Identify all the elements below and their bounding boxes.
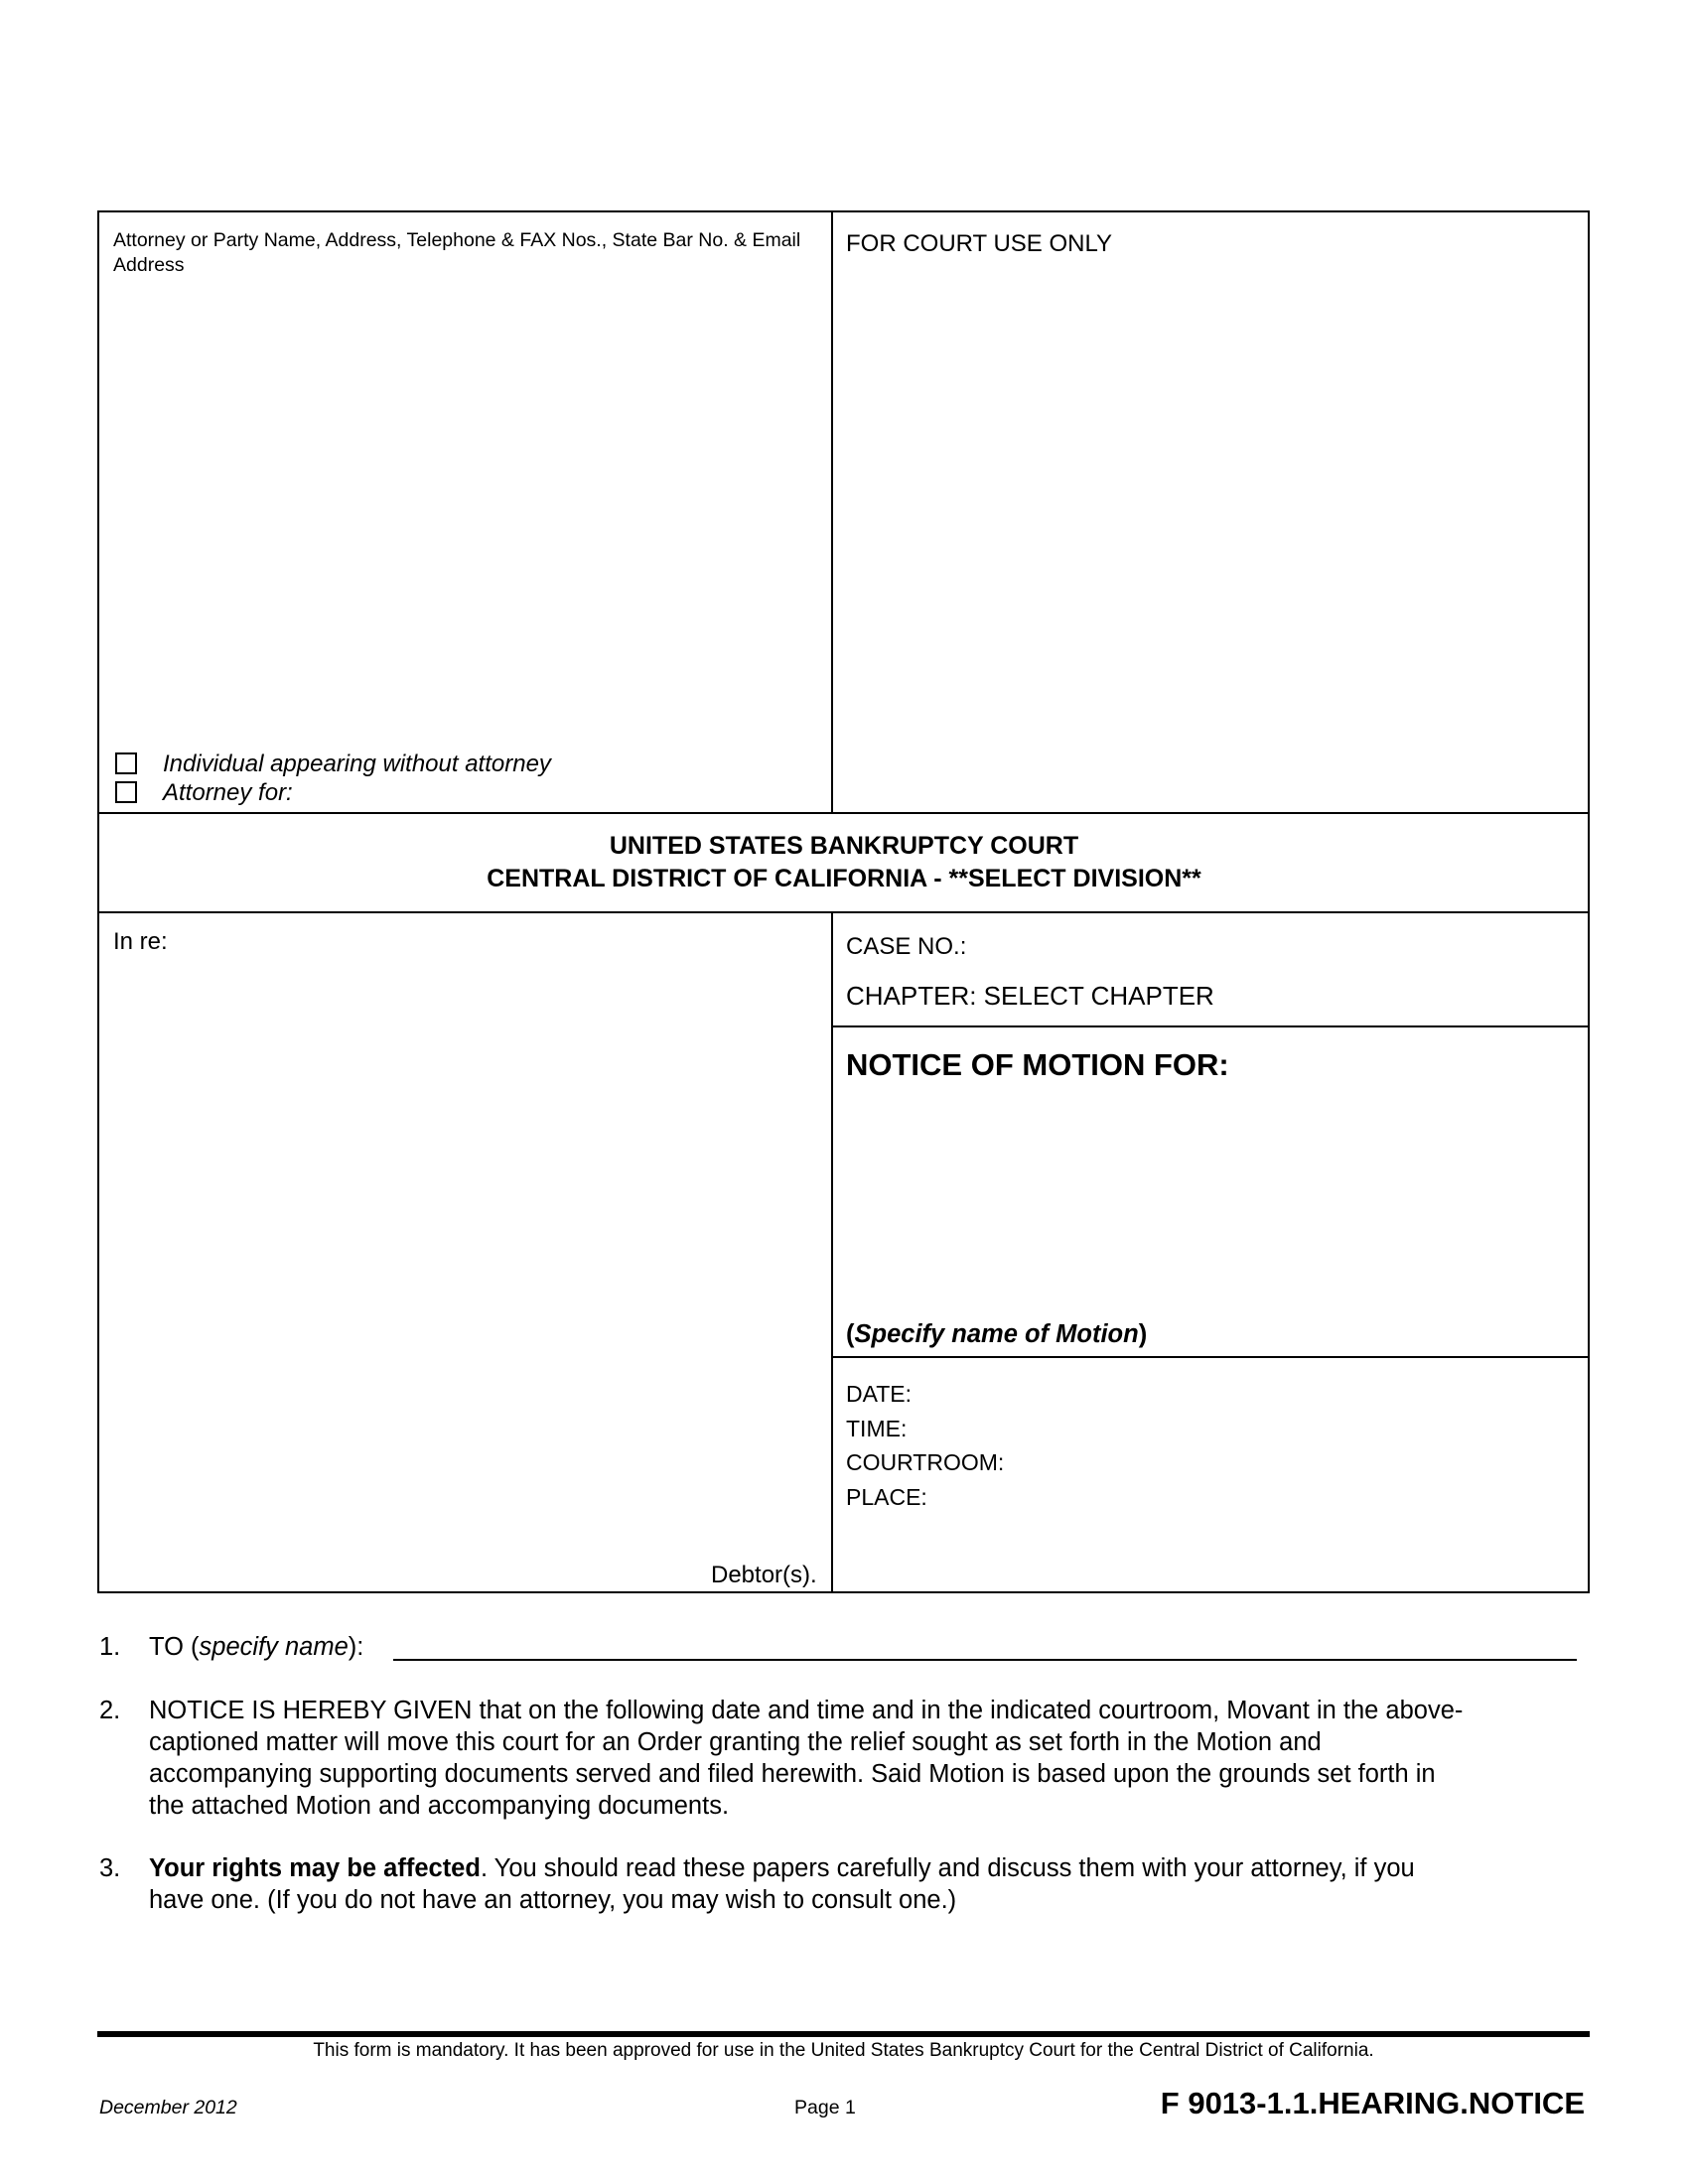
footer-mandatory-note: This form is mandatory. It has been approved for use in the United States Bankruptcy Court for the Central District of California. [313, 2040, 1374, 2061]
item-2-line-3: accompanying supporting documents served and filed herewith. Said Motion is based upon the grounds set forth in [149, 1760, 1436, 1788]
attorney-for-label: Attorney for: [163, 779, 293, 806]
court-district: CENTRAL DISTRICT OF CALIFORNIA - **SELECT DIVISION** [487, 865, 1201, 892]
attorney-info-label: Attorney or Party Name, Address, Telephone & FAX Nos., State Bar No. & Email Address [113, 229, 801, 276]
footer-page-number: Page 1 [794, 2097, 856, 2118]
footer-form-id: F 9013-1.1.HEARING.NOTICE [1160, 2086, 1585, 2120]
hearing-time-label: TIME: [846, 1416, 908, 1441]
individual-without-attorney-checkbox[interactable] [115, 752, 137, 774]
caption-rule-inre [97, 911, 1590, 913]
item-1-number: 1. [99, 1633, 121, 1661]
footer-rule [97, 2031, 1590, 2037]
item-1-text [149, 1631, 363, 1663]
attorney-for-checkbox[interactable] [115, 781, 137, 803]
item-2-line-1: NOTICE IS HEREBY GIVEN that on the following date and time and in the indicated courtroom, Movant in the above- [149, 1697, 1464, 1724]
footer-date: December 2012 [99, 2097, 237, 2118]
specify-motion-text: Specify name of Motion [854, 1320, 1139, 1348]
debtors-label: Debtor(s). [711, 1562, 817, 1588]
specify-motion-name-hint [846, 1318, 1147, 1350]
specify-open-paren: ( [846, 1320, 855, 1348]
caption-rule-court [97, 812, 1590, 814]
hearing-courtroom-label: COURTROOM: [846, 1449, 1005, 1475]
item-2-line-4: the attached Motion and accompanying documents. [149, 1792, 730, 1820]
caption-table [97, 210, 1590, 1593]
item-3-rest: . You should read these papers carefully and discuss them with your attorney, if you [480, 1854, 1415, 1882]
individual-without-attorney-label: Individual appearing without attorney [163, 751, 551, 777]
notice-of-motion-title: NOTICE OF MOTION FOR: [846, 1047, 1229, 1082]
item-3-line-2: have one. (If you do not have an attorney, you may wish to consult one.) [149, 1886, 957, 1914]
court-use-label: FOR COURT USE ONLY [846, 230, 1113, 257]
item-2-line-2: captioned matter will move this court for an Order granting the relief sought as set forth in the Motion and [149, 1728, 1322, 1756]
caption-rule-hearing [831, 1356, 1590, 1358]
item-3-number: 3. [99, 1854, 121, 1882]
item-1-italic: specify name [199, 1633, 349, 1661]
caption-vertical-divider-bottom [831, 911, 833, 1593]
caption-rule-motion [831, 1025, 1590, 1027]
item-3-bold: Your rights may be affected [149, 1854, 481, 1882]
hearing-place-label: PLACE: [846, 1484, 927, 1510]
hearing-date-label: DATE: [846, 1381, 913, 1407]
to-name-field[interactable] [393, 1659, 1577, 1661]
chapter-label: CHAPTER: SELECT CHAPTER [846, 981, 1214, 1011]
court-name: UNITED STATES BANKRUPTCY COURT [609, 832, 1079, 860]
caption-vertical-divider-top [831, 210, 833, 814]
in-re-label: In re: [113, 928, 168, 955]
case-number-label: CASE NO.: [846, 933, 967, 960]
item-3-line-1 [149, 1852, 1415, 1884]
item-2-number: 2. [99, 1697, 121, 1724]
item-1-prefix: TO ( [149, 1633, 200, 1661]
item-1-suffix: ): [348, 1633, 364, 1661]
specify-close-paren: ) [1138, 1320, 1148, 1348]
